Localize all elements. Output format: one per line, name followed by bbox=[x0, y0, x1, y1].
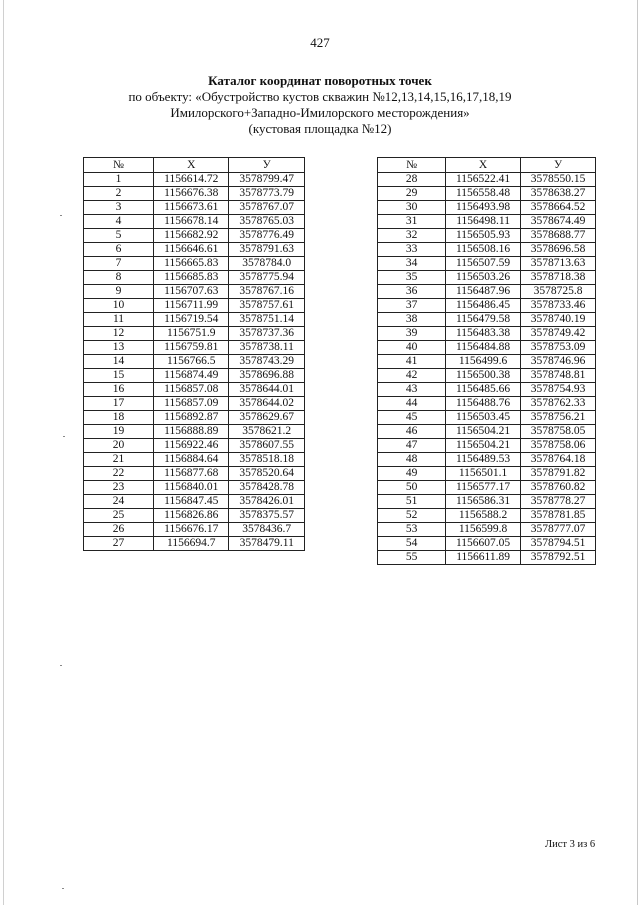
x-coordinate-cell: 1156607.05 bbox=[446, 537, 521, 551]
table-row bbox=[84, 173, 305, 187]
y-coordinate-cell: 3578743.29 bbox=[229, 355, 305, 369]
x-coordinate-cell: 1156877.68 bbox=[154, 467, 229, 481]
table-row bbox=[84, 383, 305, 397]
x-coordinate-cell: 1156751.9 bbox=[154, 327, 229, 341]
column-header-x: X bbox=[446, 158, 521, 173]
y-coordinate-cell: 3578758.06 bbox=[521, 439, 596, 453]
point-number-cell: 22 bbox=[84, 467, 154, 481]
y-coordinate-cell: 3578644.01 bbox=[229, 383, 305, 397]
document-heading bbox=[0, 73, 640, 137]
column-header-x: X bbox=[154, 158, 229, 173]
y-coordinate-cell: 3578765.03 bbox=[229, 215, 305, 229]
table-row bbox=[378, 243, 596, 257]
x-coordinate-cell: 1156483.38 bbox=[446, 327, 521, 341]
table-row bbox=[84, 523, 305, 537]
y-coordinate-cell: 3578784.0 bbox=[229, 257, 305, 271]
table-row bbox=[378, 257, 596, 271]
table-row bbox=[378, 509, 596, 523]
point-number-cell: 41 bbox=[378, 355, 446, 369]
y-coordinate-cell: 3578778.27 bbox=[521, 495, 596, 509]
point-number-cell: 47 bbox=[378, 439, 446, 453]
y-coordinate-cell: 3578688.77 bbox=[521, 229, 596, 243]
x-coordinate-cell: 1156487.96 bbox=[446, 285, 521, 299]
y-coordinate-cell: 3578748.81 bbox=[521, 369, 596, 383]
y-coordinate-cell: 3578375.57 bbox=[229, 509, 305, 523]
point-number-cell: 51 bbox=[378, 495, 446, 509]
table-row bbox=[378, 229, 596, 243]
point-number-cell: 21 bbox=[84, 453, 154, 467]
table-row bbox=[84, 453, 305, 467]
table-row bbox=[84, 495, 305, 509]
y-coordinate-cell: 3578758.05 bbox=[521, 425, 596, 439]
y-coordinate-cell: 3578753.09 bbox=[521, 341, 596, 355]
page-number: 427 bbox=[310, 35, 330, 50]
x-coordinate-cell: 1156558.48 bbox=[446, 187, 521, 201]
y-coordinate-cell: 3578738.11 bbox=[229, 341, 305, 355]
table-row bbox=[84, 229, 305, 243]
point-number-cell: 34 bbox=[378, 257, 446, 271]
point-number-cell: 12 bbox=[84, 327, 154, 341]
table-row bbox=[378, 355, 596, 369]
table-row bbox=[378, 341, 596, 355]
x-coordinate-cell: 1156892.87 bbox=[154, 411, 229, 425]
x-coordinate-cell: 1156759.81 bbox=[154, 341, 229, 355]
x-coordinate-cell: 1156847.45 bbox=[154, 495, 229, 509]
point-number-cell: 16 bbox=[84, 383, 154, 397]
y-coordinate-cell: 3578733.46 bbox=[521, 299, 596, 313]
point-number-cell: 53 bbox=[378, 523, 446, 537]
table-row bbox=[84, 509, 305, 523]
point-number-cell: 32 bbox=[378, 229, 446, 243]
point-number-cell: 4 bbox=[84, 215, 154, 229]
table-row bbox=[378, 173, 596, 187]
x-coordinate-cell: 1156888.89 bbox=[154, 425, 229, 439]
x-coordinate-cell: 1156479.58 bbox=[446, 313, 521, 327]
x-coordinate-cell: 1156503.26 bbox=[446, 271, 521, 285]
x-coordinate-cell: 1156694.7 bbox=[154, 537, 229, 551]
y-coordinate-cell: 3578751.14 bbox=[229, 313, 305, 327]
table-row bbox=[84, 411, 305, 425]
x-coordinate-cell: 1156857.08 bbox=[154, 383, 229, 397]
table-row bbox=[84, 215, 305, 229]
y-coordinate-cell: 3578479.11 bbox=[229, 537, 305, 551]
table-row bbox=[84, 481, 305, 495]
y-coordinate-cell: 3578799.47 bbox=[229, 173, 305, 187]
table-row bbox=[84, 271, 305, 285]
table-row bbox=[84, 439, 305, 453]
x-coordinate-cell: 1156522.41 bbox=[446, 173, 521, 187]
point-number-cell: 3 bbox=[84, 201, 154, 215]
x-coordinate-cell: 1156766.5 bbox=[154, 355, 229, 369]
table-row bbox=[378, 537, 596, 551]
table-row bbox=[378, 453, 596, 467]
y-coordinate-cell: 3578520.64 bbox=[229, 467, 305, 481]
x-coordinate-cell: 1156922.46 bbox=[154, 439, 229, 453]
table-row bbox=[84, 201, 305, 215]
point-number-cell: 38 bbox=[378, 313, 446, 327]
x-coordinate-cell: 1156719.54 bbox=[154, 313, 229, 327]
subtitle-line: (кустовая площадка №12) bbox=[248, 121, 392, 136]
x-coordinate-cell: 1156503.45 bbox=[446, 411, 521, 425]
table-row bbox=[84, 467, 305, 481]
table-row bbox=[378, 299, 596, 313]
x-coordinate-cell: 1156874.49 bbox=[154, 369, 229, 383]
point-number-cell: 13 bbox=[84, 341, 154, 355]
x-coordinate-cell: 1156499.6 bbox=[446, 355, 521, 369]
x-coordinate-cell: 1156488.76 bbox=[446, 397, 521, 411]
y-coordinate-cell: 3578777.07 bbox=[521, 523, 596, 537]
x-coordinate-cell: 1156486.45 bbox=[446, 299, 521, 313]
point-number-cell: 40 bbox=[378, 341, 446, 355]
point-number-cell: 27 bbox=[84, 537, 154, 551]
y-coordinate-cell: 3578792.51 bbox=[521, 551, 596, 565]
y-coordinate-cell: 3578737.36 bbox=[229, 327, 305, 341]
table-row bbox=[378, 383, 596, 397]
table-row bbox=[378, 523, 596, 537]
table-row bbox=[84, 369, 305, 383]
y-coordinate-cell: 3578607.55 bbox=[229, 439, 305, 453]
point-number-cell: 50 bbox=[378, 481, 446, 495]
x-coordinate-cell: 1156678.14 bbox=[154, 215, 229, 229]
y-coordinate-cell: 3578696.88 bbox=[229, 369, 305, 383]
point-number-cell: 1 bbox=[84, 173, 154, 187]
table-row bbox=[378, 187, 596, 201]
y-coordinate-cell: 3578754.93 bbox=[521, 383, 596, 397]
point-number-cell: 5 bbox=[84, 229, 154, 243]
y-coordinate-cell: 3578775.94 bbox=[229, 271, 305, 285]
point-number-cell: 23 bbox=[84, 481, 154, 495]
y-coordinate-cell: 3578791.63 bbox=[229, 243, 305, 257]
point-number-cell: 14 bbox=[84, 355, 154, 369]
x-coordinate-cell: 1156665.83 bbox=[154, 257, 229, 271]
x-coordinate-cell: 1156504.21 bbox=[446, 439, 521, 453]
table-row bbox=[378, 313, 596, 327]
point-number-cell: 29 bbox=[378, 187, 446, 201]
table-row bbox=[378, 467, 596, 481]
x-coordinate-cell: 1156493.98 bbox=[446, 201, 521, 215]
table-row bbox=[84, 341, 305, 355]
table-row bbox=[378, 327, 596, 341]
point-number-cell: 30 bbox=[378, 201, 446, 215]
y-coordinate-cell: 3578756.21 bbox=[521, 411, 596, 425]
column-header-number: № bbox=[378, 158, 446, 173]
x-coordinate-cell: 1156673.61 bbox=[154, 201, 229, 215]
point-number-cell: 36 bbox=[378, 285, 446, 299]
x-coordinate-cell: 1156646.61 bbox=[154, 243, 229, 257]
coordinates-table-left bbox=[83, 157, 305, 551]
point-number-cell: 26 bbox=[84, 523, 154, 537]
y-coordinate-cell: 3578746.96 bbox=[521, 355, 596, 369]
point-number-cell: 8 bbox=[84, 271, 154, 285]
y-coordinate-cell: 3578767.16 bbox=[229, 285, 305, 299]
scan-speck bbox=[62, 888, 64, 889]
y-coordinate-cell: 3578794.51 bbox=[521, 537, 596, 551]
point-number-cell: 28 bbox=[378, 173, 446, 187]
table-row bbox=[378, 271, 596, 285]
y-coordinate-cell: 3578629.67 bbox=[229, 411, 305, 425]
point-number-cell: 48 bbox=[378, 453, 446, 467]
y-coordinate-cell: 3578767.07 bbox=[229, 201, 305, 215]
x-coordinate-cell: 1156676.17 bbox=[154, 523, 229, 537]
y-coordinate-cell: 3578436.7 bbox=[229, 523, 305, 537]
x-coordinate-cell: 1156586.31 bbox=[446, 495, 521, 509]
subtitle-line: по объекту: «Обустройство кустов скважин №12,13,14,15,16,17,18,19 bbox=[128, 89, 512, 104]
table-row bbox=[84, 313, 305, 327]
y-coordinate-cell: 3578713.63 bbox=[521, 257, 596, 271]
x-coordinate-cell: 1156507.59 bbox=[446, 257, 521, 271]
y-coordinate-cell: 3578518.18 bbox=[229, 453, 305, 467]
table-row bbox=[378, 397, 596, 411]
x-coordinate-cell: 1156676.38 bbox=[154, 187, 229, 201]
x-coordinate-cell: 1156611.89 bbox=[446, 551, 521, 565]
point-number-cell: 20 bbox=[84, 439, 154, 453]
x-coordinate-cell: 1156577.17 bbox=[446, 481, 521, 495]
x-coordinate-cell: 1156489.53 bbox=[446, 453, 521, 467]
y-coordinate-cell: 3578781.85 bbox=[521, 509, 596, 523]
y-coordinate-cell: 3578664.52 bbox=[521, 201, 596, 215]
x-coordinate-cell: 1156826.86 bbox=[154, 509, 229, 523]
table-row bbox=[84, 425, 305, 439]
point-number-cell: 49 bbox=[378, 467, 446, 481]
coordinates-table-right bbox=[377, 157, 596, 565]
y-coordinate-cell: 3578764.18 bbox=[521, 453, 596, 467]
column-header-number: № bbox=[84, 158, 154, 173]
x-coordinate-cell: 1156599.8 bbox=[446, 523, 521, 537]
point-number-cell: 2 bbox=[84, 187, 154, 201]
table-row bbox=[378, 285, 596, 299]
table-row bbox=[378, 425, 596, 439]
point-number-cell: 55 bbox=[378, 551, 446, 565]
table-row bbox=[84, 243, 305, 257]
y-coordinate-cell: 3578740.19 bbox=[521, 313, 596, 327]
y-coordinate-cell: 3578749.42 bbox=[521, 327, 596, 341]
point-number-cell: 46 bbox=[378, 425, 446, 439]
point-number-cell: 42 bbox=[378, 369, 446, 383]
point-number-cell: 54 bbox=[378, 537, 446, 551]
x-coordinate-cell: 1156682.92 bbox=[154, 229, 229, 243]
x-coordinate-cell: 1156498.11 bbox=[446, 215, 521, 229]
y-coordinate-cell: 3578426.01 bbox=[229, 495, 305, 509]
point-number-cell: 19 bbox=[84, 425, 154, 439]
table-row bbox=[378, 201, 596, 215]
table-row bbox=[84, 355, 305, 369]
y-coordinate-cell: 3578773.79 bbox=[229, 187, 305, 201]
point-number-cell: 39 bbox=[378, 327, 446, 341]
scan-speck bbox=[63, 436, 65, 437]
y-coordinate-cell: 3578644.02 bbox=[229, 397, 305, 411]
y-coordinate-cell: 3578621.2 bbox=[229, 425, 305, 439]
x-coordinate-cell: 1156707.63 bbox=[154, 285, 229, 299]
point-number-cell: 25 bbox=[84, 509, 154, 523]
y-coordinate-cell: 3578638.27 bbox=[521, 187, 596, 201]
y-coordinate-cell: 3578674.49 bbox=[521, 215, 596, 229]
point-number-cell: 43 bbox=[378, 383, 446, 397]
scan-speck bbox=[60, 215, 62, 216]
x-coordinate-cell: 1156711.99 bbox=[154, 299, 229, 313]
table-row bbox=[84, 299, 305, 313]
x-coordinate-cell: 1156504.21 bbox=[446, 425, 521, 439]
x-coordinate-cell: 1156685.83 bbox=[154, 271, 229, 285]
point-number-cell: 33 bbox=[378, 243, 446, 257]
x-coordinate-cell: 1156857.09 bbox=[154, 397, 229, 411]
table-row bbox=[378, 369, 596, 383]
y-coordinate-cell: 3578725.8 bbox=[521, 285, 596, 299]
point-number-cell: 24 bbox=[84, 495, 154, 509]
y-coordinate-cell: 3578762.33 bbox=[521, 397, 596, 411]
x-coordinate-cell: 1156614.72 bbox=[154, 173, 229, 187]
point-number-cell: 15 bbox=[84, 369, 154, 383]
point-number-cell: 6 bbox=[84, 243, 154, 257]
table-row bbox=[84, 327, 305, 341]
x-coordinate-cell: 1156588.2 bbox=[446, 509, 521, 523]
point-number-cell: 7 bbox=[84, 257, 154, 271]
table-row bbox=[378, 411, 596, 425]
y-coordinate-cell: 3578757.61 bbox=[229, 299, 305, 313]
table-row bbox=[84, 187, 305, 201]
y-coordinate-cell: 3578760.82 bbox=[521, 481, 596, 495]
table-row bbox=[378, 551, 596, 565]
point-number-cell: 11 bbox=[84, 313, 154, 327]
point-number-cell: 31 bbox=[378, 215, 446, 229]
table-header-row bbox=[84, 158, 305, 173]
point-number-cell: 10 bbox=[84, 299, 154, 313]
y-coordinate-cell: 3578428.78 bbox=[229, 481, 305, 495]
table-row bbox=[378, 215, 596, 229]
sheet-counter: Лист 3 из 6 bbox=[545, 839, 596, 850]
x-coordinate-cell: 1156484.88 bbox=[446, 341, 521, 355]
point-number-cell: 35 bbox=[378, 271, 446, 285]
x-coordinate-cell: 1156840.01 bbox=[154, 481, 229, 495]
point-number-cell: 17 bbox=[84, 397, 154, 411]
table-row bbox=[378, 495, 596, 509]
scan-speck bbox=[60, 665, 62, 666]
column-header-y: У bbox=[521, 158, 596, 173]
point-number-cell: 44 bbox=[378, 397, 446, 411]
y-coordinate-cell: 3578791.82 bbox=[521, 467, 596, 481]
table-row bbox=[378, 439, 596, 453]
y-coordinate-cell: 3578776.49 bbox=[229, 229, 305, 243]
x-coordinate-cell: 1156505.93 bbox=[446, 229, 521, 243]
point-number-cell: 18 bbox=[84, 411, 154, 425]
point-number-cell: 52 bbox=[378, 509, 446, 523]
x-coordinate-cell: 1156508.16 bbox=[446, 243, 521, 257]
table-row bbox=[378, 481, 596, 495]
table-row bbox=[84, 537, 305, 551]
table-row bbox=[84, 285, 305, 299]
y-coordinate-cell: 3578718.38 bbox=[521, 271, 596, 285]
document-title: Каталог координат поворотных точек bbox=[208, 73, 432, 88]
x-coordinate-cell: 1156500.38 bbox=[446, 369, 521, 383]
subtitle-line: Имилорского+Западно-Имилорского месторождения» bbox=[170, 105, 470, 120]
point-number-cell: 37 bbox=[378, 299, 446, 313]
point-number-cell: 9 bbox=[84, 285, 154, 299]
table-row bbox=[84, 257, 305, 271]
y-coordinate-cell: 3578696.58 bbox=[521, 243, 596, 257]
x-coordinate-cell: 1156884.64 bbox=[154, 453, 229, 467]
x-coordinate-cell: 1156501.1 bbox=[446, 467, 521, 481]
x-coordinate-cell: 1156485.66 bbox=[446, 383, 521, 397]
point-number-cell: 45 bbox=[378, 411, 446, 425]
y-coordinate-cell: 3578550.15 bbox=[521, 173, 596, 187]
column-header-y: У bbox=[229, 158, 305, 173]
table-header-row bbox=[378, 158, 596, 173]
table-row bbox=[84, 397, 305, 411]
